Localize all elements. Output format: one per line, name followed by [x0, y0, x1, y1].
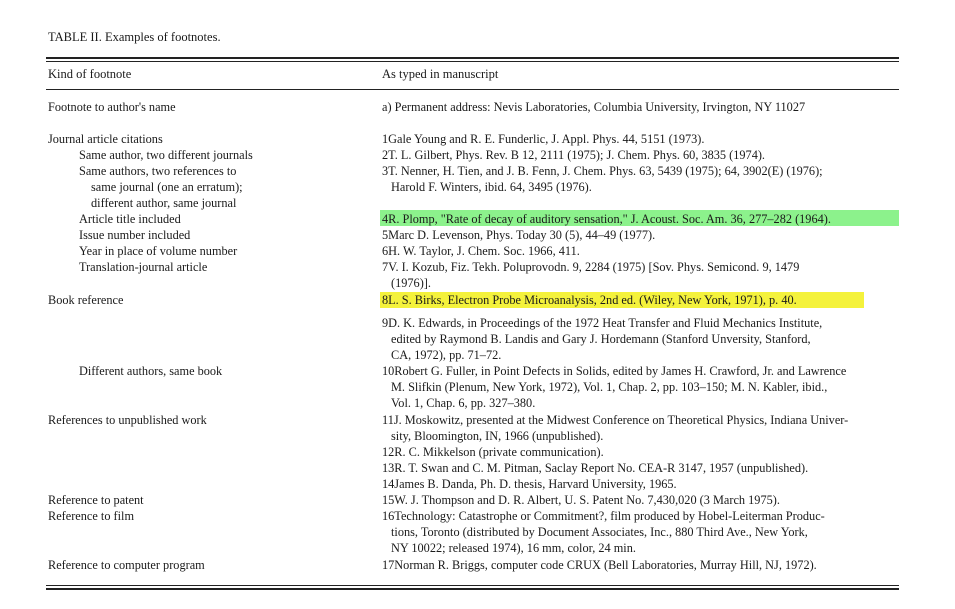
bottom-rule	[46, 588, 899, 590]
header-rule	[46, 89, 899, 90]
table-row: Footnote to author's name a) Permanent address: Nevis Laboratories, Columbia University, Irvington, NY 11027	[48, 100, 806, 114]
table-row: References to unpublished work 11J. Moskowitz, presented at the Midwest Conference on Theoretical Physics, Indiana Univer-	[48, 413, 849, 427]
table-row: (1976)].	[391, 276, 431, 290]
table-row: 13R. T. Swan and C. M. Pitman, Saclay Report No. CEA-R 3147, 1957 (unpublished).	[382, 461, 809, 475]
table-row: same journal (one an erratum); Harold F. Winters, ibid. 64, 3495 (1976).	[91, 180, 592, 194]
table-row: CA, 1972), pp. 71–72.	[391, 348, 502, 362]
table-row: Vol. 1, Chap. 6, pp. 327–380.	[391, 396, 536, 410]
table-row: 9D. K. Edwards, in Proceedings of the 1972 Heat Transfer and Fluid Mechanics Institute,	[382, 316, 823, 330]
bottom-rule-thin	[46, 585, 899, 586]
header-typed: As typed in manuscript	[382, 67, 499, 81]
table-row: Journal article citations 1Gale Young and R. E. Funderlic, J. Appl. Phys. 44, 5151 (1973).	[48, 132, 705, 146]
table-row: Book reference 8L. S. Birks, Electron Probe Microanalysis, 2nd ed. (Wiley, New York, 1971), p. 40.	[48, 293, 797, 307]
table-row: 14James B. Danda, Ph. D. thesis, Harvard University, 1965.	[382, 477, 677, 491]
table-row: Reference to patent 15W. J. Thompson and D. R. Albert, U. S. Patent No. 7,430,020 (3 March 1975).	[48, 493, 780, 507]
table-row: Article title included 4R. Plomp, "Rate of decay of auditory sensation," J. Acoust. Soc. Am. 36, 277–282 (1964).	[79, 212, 831, 226]
table-row: different author, same journal	[91, 196, 237, 210]
table-row: 12R. C. Mikkelson (private communication).	[382, 445, 604, 459]
header-kind: Kind of footnote	[48, 67, 132, 81]
top-rule-thin	[46, 61, 899, 62]
top-rule	[46, 57, 899, 59]
table-row: tions, Toronto (distributed by Document Associates, Inc., 880 Third Ave., New York,	[391, 525, 808, 539]
table-row: Same authors, two references to 3T. Nenner, H. Tien, and J. B. Fenn, J. Chem. Phys. 63, 5439 (1975); 64, 3902(E) (1976);	[79, 164, 823, 178]
table-row: NY 10022; released 1974), 16 mm, color, 24 min.	[391, 541, 636, 555]
table-row: Year in place of volume number 6H. W. Taylor, J. Chem. Soc. 1966, 411.	[79, 244, 580, 258]
table-row: Reference to film 16Technology: Catastrophe or Commitment?, film produced by Hobel-Leiterman Produc-	[48, 509, 825, 523]
table-row: Same author, two different journals 2T. L. Gilbert, Phys. Rev. B 12, 2111 (1975); J. Chem. Phys. 60, 3835 (1974).	[79, 148, 766, 162]
table-row: Different authors, same book 10Robert G. Fuller, in Point Defects in Solids, edited by James H. Crawford, Jr. and Lawrence	[79, 364, 847, 378]
table-row: Translation-journal article 7V. I. Kozub, Fiz. Tekh. Poluprovodn. 9, 2284 (1975) [Sov. Phys. Semicond. 9, 1479	[79, 260, 800, 274]
table-row: Issue number included 5Marc D. Levenson, Phys. Today 30 (5), 44–49 (1977).	[79, 228, 656, 242]
table-caption: TABLE II. Examples of footnotes.	[48, 30, 221, 44]
table-row: edited by Raymond B. Landis and Gary J. Hordemann (Stanford Unversity, Stanford,	[391, 332, 811, 346]
table-row: sity, Bloomington, IN, 1966 (unpublished).	[391, 429, 604, 443]
table-row: Reference to computer program 17Norman R. Briggs, computer code CRUX (Bell Laboratories, Murray Hill, NJ, 1972).	[48, 558, 817, 572]
table-row: M. Slifkin (Plenum, New York, 1972), Vol. 1, Chap. 2, pp. 103–150; M. N. Kabler, ibid.,	[391, 380, 828, 394]
